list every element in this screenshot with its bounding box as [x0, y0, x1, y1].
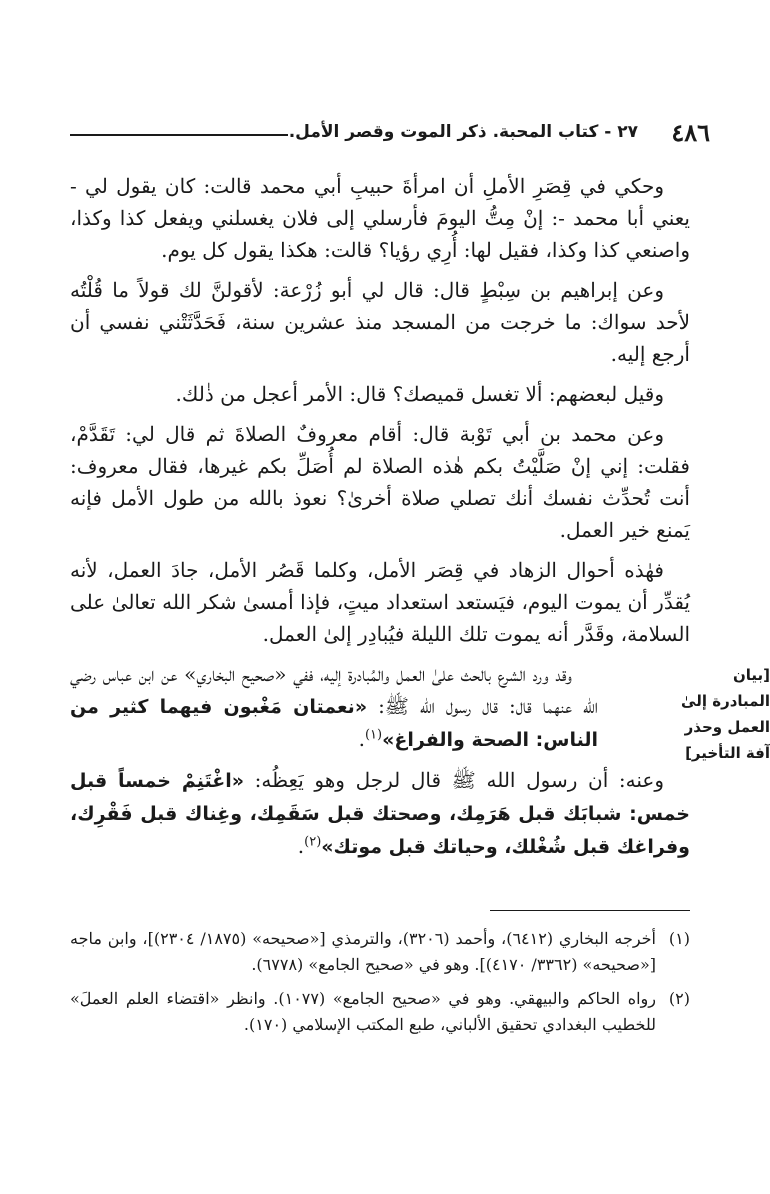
paragraph-2: وعن إبراهيم بن سِبْطٍ قال: قال لي أبو زُرْعة: لأقولنَّ لك قولاً ما قُلْتُه لأحد سواك: ما خرجت من المسجد منذ عشرين سنة، فَحَدَّثَتْني نفسي أن أرجع إليه.: [70, 278, 690, 366]
section-body: [70, 658, 598, 756]
running-title: ٢٧ - كتاب المحبة. ذكر الموت وقصر الأمل.: [288, 122, 638, 142]
footnote-ref-2: (٢): [304, 834, 322, 850]
footnote-text: رواه الحاكم والبيهقي. وهو في «صحيح الجامع» (١٠٧٧). وانظر «اقتضاء العلم العملَ» للخطيب البغدادي تحقيق الألباني، طبع المكتب الإسلامي (١٧٠).: [70, 989, 656, 1034]
paragraph-1: وحكي في قِصَرِ الأملِ أن امرأةَ حبيبِ أبي محمد قالت: كان يقول لي - يعني أبا محمد -: إنْ مِتُّ اليومَ فأرسلي إلى فلان يغسلني ويفعل كذا وكذا، واصنعي كذا وكذا، فقيل لها: أُرِي رؤيا؟ قالت: هكذا يقول كل يوم.: [70, 174, 690, 262]
margin-section-heading: [بيان المبادرة إلىٰ العمل وحذر آفة التأخير]: [681, 666, 770, 762]
footnote-2: [70, 986, 690, 1038]
hadith-text-2: «اغْتَنِمْ خمساً قبل خمس: شبابَك قبل هَرَمِك، وصحتك قبل سَقَمِك، وغِناك قبل فَقْرِك، وفراغك قبل شُغْلك، وحياتك قبل موتك»: [70, 770, 690, 858]
page-header: [70, 118, 710, 148]
section-urging-action: [70, 658, 770, 863]
paragraph-3: وقيل لبعضهم: ألا تغسل قميصك؟ قال: الأمر أعجل من ذٰلك.: [175, 382, 664, 406]
main-text: [70, 170, 770, 871]
hadith-text-1: «نعمتان مَغْبون فيهما كثير من الناس: الصحة والفراغ»: [70, 696, 598, 751]
footnote-text: أخرجه البخاري (٦٤١٢)، وأحمد (٣٢٠٦)، والترمذي [«صحيحه» (١٨٧٥/ ٢٣٠٤)]، وابن ماجه [«صحيحه» (٣٣٦٢/ ٤١٧٠)]. وهو في «صحيح الجامع» (٦٧٧٨).: [70, 929, 657, 974]
hadith-intro-2: وعنه: أن رسول الله ﷺ قال لرجل وهو يَعِظُه:: [254, 768, 664, 792]
footnote-number: (٢): [668, 989, 690, 1008]
header-rule: [70, 134, 288, 136]
footnote-rule: [490, 910, 690, 911]
paragraph-5: فهٰذه أحوال الزهاد في قِصَر الأمل، وكلما قَصُر الأمل، جادَ العمل، لأنه يُقدِّر أن يموت اليوم، فيَستعد استعداد ميتٍ، فإذا أمسىٰ شكر الله تعالىٰ على السلامة، وقَدَّر أنه يموت تلك الليلة فيُبادِر إلىٰ العمل.: [70, 558, 690, 646]
footnote-number: (١): [668, 929, 690, 948]
hadith-paragraph-2: وعنه: أن رسول الله ﷺ قال لرجل وهو يَعِظُه: «اغْتَنِمْ خمساً قبل خمس: شبابَك قبل هَرَمِك، وصحتك قبل سَقَمِك، وغِناك قبل فَقْرِك، وفراغك قبل شُغْلك، وحياتك قبل موتك»$^{(٢)}$.: [70, 768, 690, 858]
paragraph-4: وعن محمد بن أبي تَوْبة قال: أقام معروفٌ الصلاةَ ثم قال لي: تَقَدَّمْ، فقلت: إني إنْ صَلَّيْتُ بكم هٰذه الصلاة لم أُصَلِّ بكم غيرها، فقال معروف: أنت تُحدِّث نفسك أنك تصلي صلاة أخرىٰ؟ نعوذ بالله من طول الأمل فإنه يَمنع خير العمل.: [70, 422, 690, 542]
hadith-paragraph-1: وقد ورد الشرع بالحث علىٰ العمل والمُبادرة إليه، ففي «صحيح البخاري» عن ابن عباس رضي الله عنهما قال: قال رسول الله ﷺ: «نعمتان مَغْبون فيهما كثير من الناس: الصحة والفراغ»$^{(١)}$.: [70, 662, 598, 751]
footnotes: [70, 926, 690, 1046]
footnote-1: [70, 926, 690, 978]
page-number: ٤٨٦: [671, 118, 710, 147]
hadith-intro-1: وقد ورد الشرع بالحث علىٰ العمل والمُبادرة إليه، ففي «صحيح البخاري» عن ابن عباس رضي الله عنهما قال: قال رسول الله ﷺ:: [70, 662, 598, 718]
footnote-ref-1: (١): [364, 727, 383, 743]
